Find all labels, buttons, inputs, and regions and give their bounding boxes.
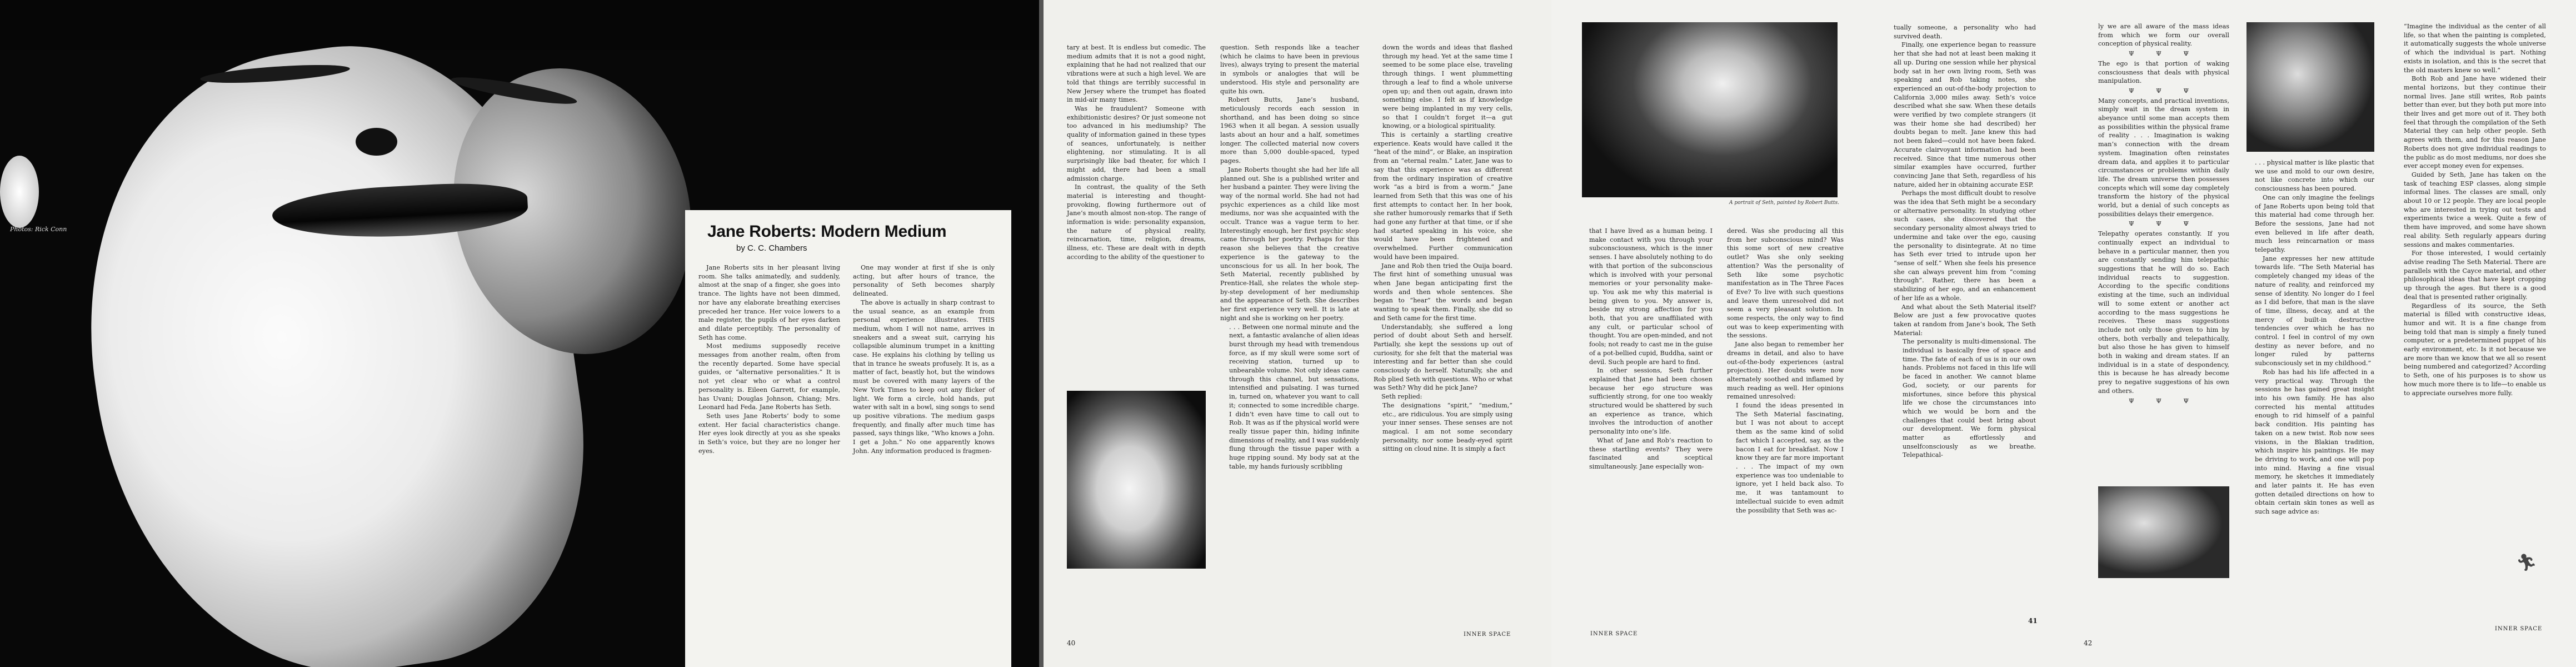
psi-divider-icon: Ψ Ψ Ψ (2129, 397, 2199, 405)
paragraph: In contrast, the quality of the Seth material is interesting and thought-provoking, flowing furthermore out of Jane’s mouth almost non-stop. The range of information is wide: personality expansion, the nature of physical reality, reincarnation, time, religion, dreams, illness, etc. These are dealt with in depth according to the ability of the questioner to (1067, 183, 1206, 261)
page-41 (1551, 0, 2077, 667)
paragraph: For those interested, I would certainly advise reading The Seth Material. There are parallels with the Cayce material, and other philosophical ideas that have kept cropping up through the ages. But there is a good deal that is presented rather originally. (2404, 250, 2546, 301)
intro-column-1 (698, 263, 840, 455)
psi-divider-icon: Ψ Ψ Ψ (2129, 87, 2199, 94)
paragraph: dered. Was she producing all this from her subconscious mind? Was this some sort of new creative outlet? Was she only seeking attention? Was the personality of Seth like some psychotic manifestation as in The Three Faces of Eve? To live with such questions and leave them unresolved did not seem a very pleasant solution. In some respects, the only way to find out was to keep experimenting with the sessions. (1727, 227, 1844, 340)
paragraph: Regardless of its source, the Seth material is filled with constructive ideas, humor and wit. It is a fine change from being told that man is simply a finely tuned computer, or a predetermined puppet of his early environment, etc. Is it not because we are more than we know that we all so resent being numbered and categorized? According to Seth, one of his purposes is to show us how much more there is to life—to enable us to appreciate ourselves more fully. (2404, 302, 2546, 397)
page41-column-2 (1727, 227, 1844, 515)
page42-column-3 (2404, 22, 2546, 397)
earring-highlight (0, 156, 39, 228)
running-figure-sketch-icon: 🏃︎ (2516, 553, 2538, 573)
article-title: Jane Roberts: Modern Medium (707, 222, 947, 241)
jane-roberts-photo (1067, 391, 1206, 569)
paragraph: question. Seth responds like a teacher (which he claims to have been in previous lives), always trying to present the material in symbols or analogies that will be understood. His style and personality are quite his own. (1220, 44, 1359, 95)
paragraph: Perhaps the most difficult doubt to resolve was the idea that Seth might be a secondary or alternative personality. In studying other such cases, she discovered that the secondary personality almost always tried to undermine and take over the ego, causing the personality to disintegrate. At no time has Seth ever tried to intrude upon her “sense of self.” When she feels his presence she can always prevent him from “coming through”. Rather, there has been a stabilizing of her ego, and an enhancement of her life as a whole. (1894, 190, 2036, 302)
block-quote: I found the ideas presented in The Seth Material fascinating, but I was not about to accept them as the same kind of solid fact which I accepted, say, as the bacon I eat for breakfast. Now I know they are far more important . . . The impact of my own experience was too undeniable to ignore, yet I held back also. To me, it was tantamount to intellectual suicide to even admit the possibility that Seth was ac- (1736, 402, 1844, 514)
paragraph: One may wonder at first if she is only acting, but after hours of trance, the personality of Seth becomes sharply delineated. (853, 264, 995, 298)
page40-column-2 (1220, 43, 1359, 471)
block-quote: . . . Between one normal minute and the next, a fantastic avalanche of alien ideas burst through my head with tremendous force, as if my skull were some sort of receiving station, turned up to unbearable volume. Not only ideas came through this channel, but sensations, intensified and pulsating. I was turned in, turned on, whatever you want to call it; connected to some incredible charge. I didn’t even have time to call out to Rob. It was as if the physical world were really tissue paper thin, hiding infinite dimensions of reality, and I was suddenly flung through the tissue paper with a huge ripping sound. My body sat at the table, my hands furiously scribbling (1229, 323, 1359, 470)
paragraph: Jane Roberts sits in her pleasant living room. She talks animatedly, and suddenly, almost at the snap of a finger, she goes into trance. The lights have not been dimmed, nor have any elaborate breathing exercises preceded her trance. Her voice lowers to a male register, the pupils of her eyes darken and dilate perceptibly. The personality of Seth has come. (698, 264, 840, 341)
page-40 (1039, 0, 1554, 667)
paragraph: Jane and Rob then tried the Ouija board. The first hint of something unusual was when Jane began anticipating first the words and then whole sentences. She began to “hear” the words and began wanting to speak them. Finally, she did so and Seth came for the first time. (1374, 262, 1512, 322)
cover-photo-spread (0, 0, 1039, 667)
quote-excerpt: ly we are all aware of the mass ideas from which we form our overall conception of physical reality. (2098, 23, 2229, 48)
paragraph: tary at best. It is endless but comedic. The medium admits that it is not a good night, explaining that he had not realized that our vibrations were at such a high level. We are told that things are terribly successful in New Jersey where the trumpet has floated in mid-air many times. (1067, 44, 1206, 104)
jane-in-trance-photo (2246, 22, 2374, 152)
photo-credit: Photos: Rick Conn (10, 226, 67, 233)
paragraph: Jane also began to remember her dreams in detail, and also to have out-of-the-body experiences (astral projection). Her doubts were now alternately soothed and inflamed by much reading as well. Her opinions remained unresolved: (1727, 341, 1844, 401)
paragraph: Seth replied: (1381, 393, 1422, 401)
block-quote: down the words and ideas that flashed through my head. Yet at the same time I seemed to be some place else, traveling through things. I went plummetting through a leaf to find a whole universe open up; and then out again, drawn into something else. I felt as if knowledge were being implanted in my very cells, so that I couldn’t forget it—a gut knowing, or a biological spirituality. (1382, 44, 1512, 130)
page40-column-1 (1067, 43, 1206, 262)
paragraph: “Imagine the individual as the center of all life, so that when the painting is completed, it automatically suggests the whole universe of which the individual is part. Nothing exists in isolation, and this is the secret that the old masters knew so well.” (2404, 23, 2546, 74)
block-quote: The designations “spirit,” “medium,” etc., are ridiculous. You are simply using your inner senses. These senses are not magical. I am not some secondary personality, nor some beady-eyed spirit sitting on cloud nine. It is simply a fact (1382, 401, 1512, 453)
page41-column-1 (1589, 227, 1713, 471)
page-number: 42 (2084, 639, 2093, 647)
psi-divider-icon: Ψ Ψ Ψ (2129, 50, 2199, 58)
psi-divider-icon: Ψ Ψ Ψ (2129, 220, 2199, 228)
jane-at-desk-photo (2098, 486, 2229, 578)
paragraph: Most mediums supposedly receive messages from another realm, often from the recently departed. Some have special guides, or “alternative personalities.” It is not yet clear who or what a control personality is. Eileen Garrett, for example, has Uvani; Douglas Johnson, Chiang; Mrs. Leonard had Feda. Jane Roberts has Seth. (698, 342, 840, 411)
block-quote: that I have lived as a human being. I make contact with you through your subconsciousness, which is the inner senses. I have absolutely nothing to do with that portion of the subconscious which is involved with your personal memories or your personality make-up. You ask me why this material is being given to you. My answer is, beside my strong affection for you both, that you are unaffiliated with any cult, or particular school of thought. You are open-minded, and not fools; not ready to cast me in the guise of a pot-bellied cupid, Buddha, saint or devil. Such people are hard to find. (1589, 227, 1713, 366)
paragraph: Jane expresses her new attitude towards life. “The Seth Material has completely changed my ideas of the nature of reality, and reinforced my sense of identity. No longer do I feel as I did before, that man is the slave of time, illness, decay, and at the mercy of built-in destructive tendencies over which he has no control. I feel in control of my own destiny as never before, and no longer ruled by patterns subconsciously set in my childhood.” (2255, 255, 2374, 367)
quote-excerpt: Telepathy operates constantly. If you continually expect an individual to behave in a particular manner, then you are constantly sending him telepathic suggestions that he will do so. Each individual reacts to suggestion. According to the specific conditions existing at the time, such an individual will to some extent or another act according to the mass suggestions he receives. These mass suggestions include not only those given to him by others, both verbally and telepathically, but also those he has given to himself both in waking and dream states. If an individual is in a state of despondency, this is because he has already become prey to negative suggestions of his own and others. (2098, 230, 2229, 395)
hair-shadow (0, 0, 1039, 50)
paragraph: Finally, one experience began to reassure her that she had not at least been making it all up. During one session while her physical body sat in her own living room, Seth was speaking and Rob taking notes, she experienced an out-of-the-body projection to California 3,000 miles away. Seth’s voice described what she saw. When these details were verified by two complete strangers (it was their home she had described) her doubts began to melt. Jane knew this had not been faked—could not have been faked. Accurate clairvoyant information had been received. Since that time numerous other similar examples have occurred, further convincing Jane that Seth, regardless of his nature, aided her in obtaining accurate ESP. (1894, 41, 2036, 188)
quote-excerpt: Many concepts, and practical inventions, simply wait in the dream system in abeyance until some man accepts them as possibilities within the physical frame of reality . . . Imagination is waking man’s connection with the dream system. Imagination often reinstates dream data, and applies it to particular circumstances or problems within daily life. The dream universe then possesses concepts which will some day completely transform the history of the physical world, but a denial of such concepts as possibilities delays their emergence. (2098, 97, 2229, 218)
paragraph: Robert Butts, Jane’s husband, meticulously records each session in shorthand, and has been doing so since 1963 when it all began. A session usually lasts about an hour and a half, sometimes longer. The collected material now covers more than 5,000 double-spaced, typed pages. (1220, 96, 1359, 165)
paragraph: tually someone, a personality who had survived death. (1894, 24, 2036, 40)
paragraph: Guided by Seth, Jane has taken on the task of teaching ESP classes, along simple informal lines. The classes are small, only about 10 or 12 people. They are local people who are interested in trying out tests and experiments twice a week. Quite a few of them have improved, and some have shown real ability. Seth regularly appears during sessions and makes commentaries. (2404, 171, 2546, 248)
page42-column-1 (2098, 22, 2229, 406)
paragraph: Seth uses Jane Roberts’ body to some extent. Her facial characteristics change. Her eyes look directly at you as she speaks in Seth’s voice, but they are no longer her eyes. (698, 412, 840, 455)
nostril (356, 128, 397, 156)
page42-column-2 (2255, 158, 2374, 516)
quote-excerpt: . . . physical matter is like plastic that we use and mold to our own desire, not like concrete into which our consciousness has been poured. (2255, 159, 2374, 193)
paragraph: In other sessions, Seth further explained that Jane had been chosen because her ego structure was sufficiently strong, for one too weakly structured would be shattered by such an experience as trance, which involves the introduction of another personality into one’s life. (1589, 367, 1713, 436)
paragraph: One can only imagine the feelings of Jane Roberts upon being told that this material had come through her. Before the sessions, Jane had not even believed in life after death, much less reincarnation or mass telepathy. (2255, 193, 2374, 254)
byline: by C. C. Chambers (736, 243, 807, 253)
paragraph: What of Jane and Rob’s reaction to these startling events? They were fascinated and sceptical simultaneously. Jane especially won- (1589, 436, 1713, 470)
photo-caption: A portrait of Seth, painted by Robert Butts. (1729, 200, 1839, 206)
running-head: INNER SPACE (1464, 631, 1511, 638)
quote-excerpt: The ego is that portion of waking consciousness that deals with physical manipulation. (2098, 59, 2229, 85)
block-quote: The personality is multi-dimensional. The individual is basically free of space and time. The fate of each of us is in our own hands. Problems not faced in this life will be faced in another. We cannot blame God, society, or our parents for misfortunes, since before this physical life we chose the circumstances into which we would be born and the challenges that could best bring about our development. We form physical matter as effortlessly and unselfconsciously as we breathe. Telepathical- (1903, 338, 2036, 459)
page-number: 40 (1067, 639, 1076, 647)
article-title-box (685, 210, 1011, 667)
seth-portrait-painting (1582, 22, 1838, 197)
page-42 (2077, 0, 2576, 667)
paragraph: Both Rob and Jane have widened their mental horizons, but they continue their normal lives. Jane still writes, Rob paints better than ever, but they both put more into their lives and get more out of it. They both feel that through the compilation of the Seth Material they can help other people. Seth agrees with them, and for this reason Jane Roberts does not give individual readings to the public as do most mediums, nor does she ever accept money even for expenses. (2404, 75, 2546, 170)
page41-column-3 (1894, 23, 2036, 460)
page40-column-3 (1374, 43, 1512, 454)
paragraph: The above is actually in sharp contrast to the usual seance, as an example from personal experience illustrates. THIS medium, whom I will not name, arrives in sneakers and a sweat suit, carrying his collapsible aluminum trumpet in a knitting case. He explains his clothing by telling us that in trance he sweats profusely. It is, as a matter of fact, beastly hot, but the windows must be covered with many layers of the New York Times to keep out any flicker of light. We form a circle, hold hands, put water with salt in a bowl, sing songs to send up positive vibrations. The medium gasps frequently, and finally after much time has passed, says things like, “Who knows a John. I get a John.” No one apparently knows John. Any information produced is fragmen- (853, 298, 995, 455)
paragraph: Was he fraudulent? Someone with exhibitionistic desires? Or just someone not too advanced in his mediumship? The quality of information gained in these types of seances, unfortunately, is neither elightening, nor stimulating. It is all surprisingly like bad theater, for which I might add, there had been a small admission charge. (1067, 104, 1206, 182)
paragraph: And what about the Seth Material itself? Below are just a few provocative quotes taken at random from Jane’s book, The Seth Material: (1894, 303, 2036, 337)
running-head: INNER SPACE (2495, 626, 2543, 632)
paragraph: Rob has had his life affected in a very practical way. Through the sessions he has gained great insight into his own family. He has also corrected his mental attitudes enough to rid himself of a painful back condition. His painting has taken on a new twist. Rob now sees visions, in the Blakian tradition, which inspire his paintings. He may be driving to work, and one will pop into mind. Having a fine visual memory, he sketches it immediately and later paints it. He has even gotten detailed directions on how to obtain certain skin tones as well as such sage advice as: (2255, 368, 2374, 516)
paragraph: Jane Roberts thought she had her life all planned out. She is a published writer and her husband a painter. They were living the way of the normal world. She had not had psychic experiences as a child like most mediums, nor was she acquainted with the occult. Trance was a vague term to her. Interestingly enough, her first psychic step came through her poetry. Perhaps for this reason she believes that the creative experience is the gateway to the unconscious for us all. In her book, The Seth Material, recently published by Prentice-Hall, she relates the whole step-by-step development of her mediumship and the appearance of Seth. She describes her first experience very well. It is late at night and she is working on her poetry. (1220, 166, 1359, 322)
page-number: 41 (2028, 617, 2038, 625)
intro-column-2 (853, 263, 995, 455)
paragraph: This is certainly a startling creative experience. Keats would have called it the “heat of the mind”, or Blake, an inspiration from an “eternal realm.” Later, Jane was to say that this experience was as different from the ordinary inspiration of creative work “as a bird is from a worm.” Jane learned from Seth that this was one of his first attempts to contact her. In her book, she rather humorously remarks that if Seth had gone any further at that time, or if she had started speaking in his voice, she would have been frightened and overwhelmed. Further communication would have been impaired. (1374, 131, 1512, 261)
running-head: INNER SPACE (1590, 631, 1638, 637)
paragraph: Understandably, she suffered a long period of doubt about Seth and herself. Partially, she kept the sessions up out of curiosity, for she felt that the material was interesting and far better than she could consciously do herself. Naturally, she and Rob plied Seth with questions. Who or what was Seth? Why did he pick Jane? (1374, 323, 1512, 392)
